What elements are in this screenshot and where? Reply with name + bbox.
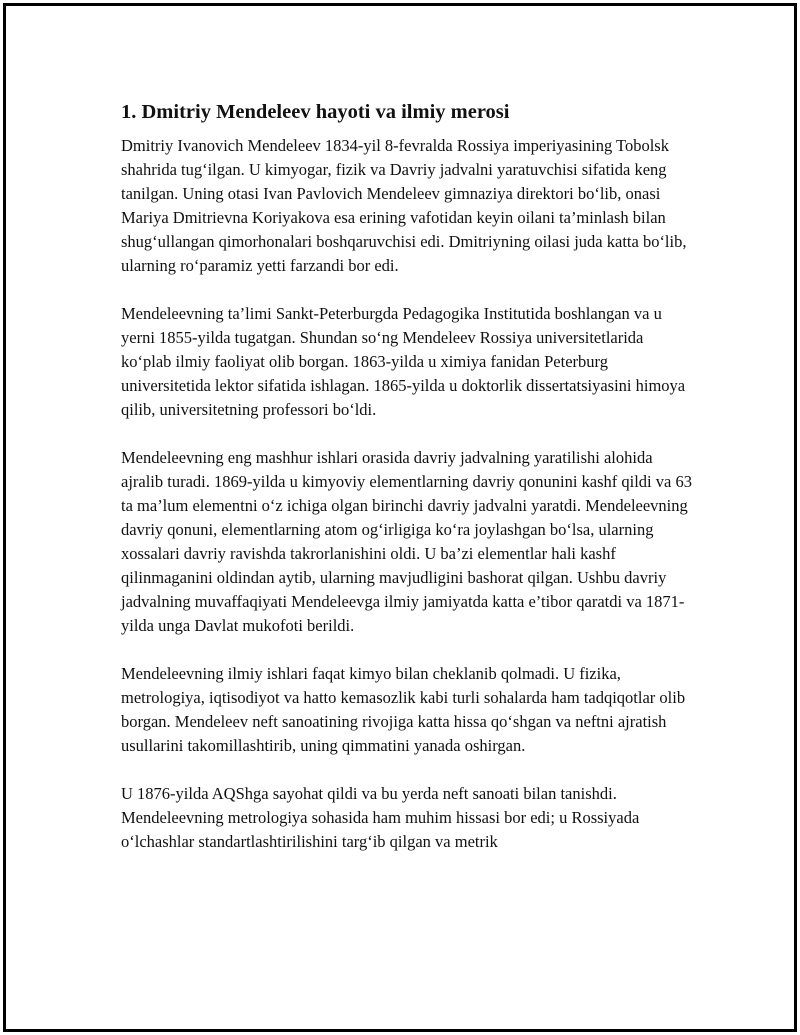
page-frame — [3, 3, 797, 1032]
section-heading: 1. Dmitriy Mendeleev hayoti va ilmiy merosi — [121, 101, 510, 123]
paragraph-usa-trip: U 1876-yilda AQShga sayohat qildi va bu yerda neft sanoati bilan tanishdi. Mendeleevning metrologiya sohasida ham muhim hissasi bor edi; u Rossiyada o‘lchashlar standartlashtirilishini targ‘ib qilgan va metrik — [121, 784, 640, 851]
paragraph-education: Mendeleevning ta’limi Sankt-Peterburgda Pedagogika Institutida boshlangan va u yerni 1855-yilda tugatgan. Shundan so‘ng Mendeleev Rossiya universitetlarida ko‘plab ilmiy faoliyat olib borgan. 1863-yilda u ximiya fanidan Peterburg universitetida lektor sifatida ishlagan. 1865-yilda u doktorlik dissertatsiyasini himoya qilib, universitetning professori bo‘ldi. — [121, 304, 686, 419]
paragraph-periodic-table: Mendeleevning eng mashhur ishlari orasida davriy jadvalning yaratilishi alohida ajralib turadi. 1869-yilda u kimyoviy elementlarning davriy qonunini kashf qildi va 63 ta ma’lum elementni o‘z ichiga olgan birinchi davriy jadvalni yaratdi. Mendeleevning davriy qonuni, elementlarning atom og‘irligiga ko‘ra joylashgan bo‘lsa, ularning xossalari davriy ravishda takrorlanishini oldi. U ba’zi elementlar hali kashf qilinmaganini oldindan aytib, ularning mavjudligini bashorat qilgan. Ushbu davriy jadvalning muvaffaqiyati Mendeleevga ilmiy jamiyatda katta e’tibor qaratdi va 1871-yilda unga Davlat mukofoti berildi. — [121, 448, 692, 635]
paragraph-other-research: Mendeleevning ilmiy ishlari faqat kimyo bilan cheklanib qolmadi. U fizika, metrologiya, iqtisodiyot va hatto kemasozlik kabi turli sohalarda ham tadqiqotlar olib borgan. Mendeleev neft sanoatining rivojiga katta hissa qo‘shgan va neftni ajratish usullarini takomillashtirib, uning qimmatini yanada oshirgan. — [121, 664, 686, 755]
document-body — [121, 98, 693, 854]
paragraph-early-life: Dmitriy Ivanovich Mendeleev 1834-yil 8-fevralda Rossiya imperiyasining Tobolsk shahrida tug‘ilgan. U kimyogar, fizik va Davriy jadvalni yaratuvchisi sifatida keng tanilgan. Uning otasi Ivan Pavlovich Mendeleev gimnaziya direktori bo‘lib, onasi Mariya Dmitrievna Koriyakova esa erining vafotidan keyin oilani ta’minlash bilan shug‘ullangan qimorhonalari boshqaruvchisi edi. Dmitriyning oilasi juda katta bo‘lib, ularning ro‘paramiz yetti farzandi bor edi. — [121, 136, 687, 275]
